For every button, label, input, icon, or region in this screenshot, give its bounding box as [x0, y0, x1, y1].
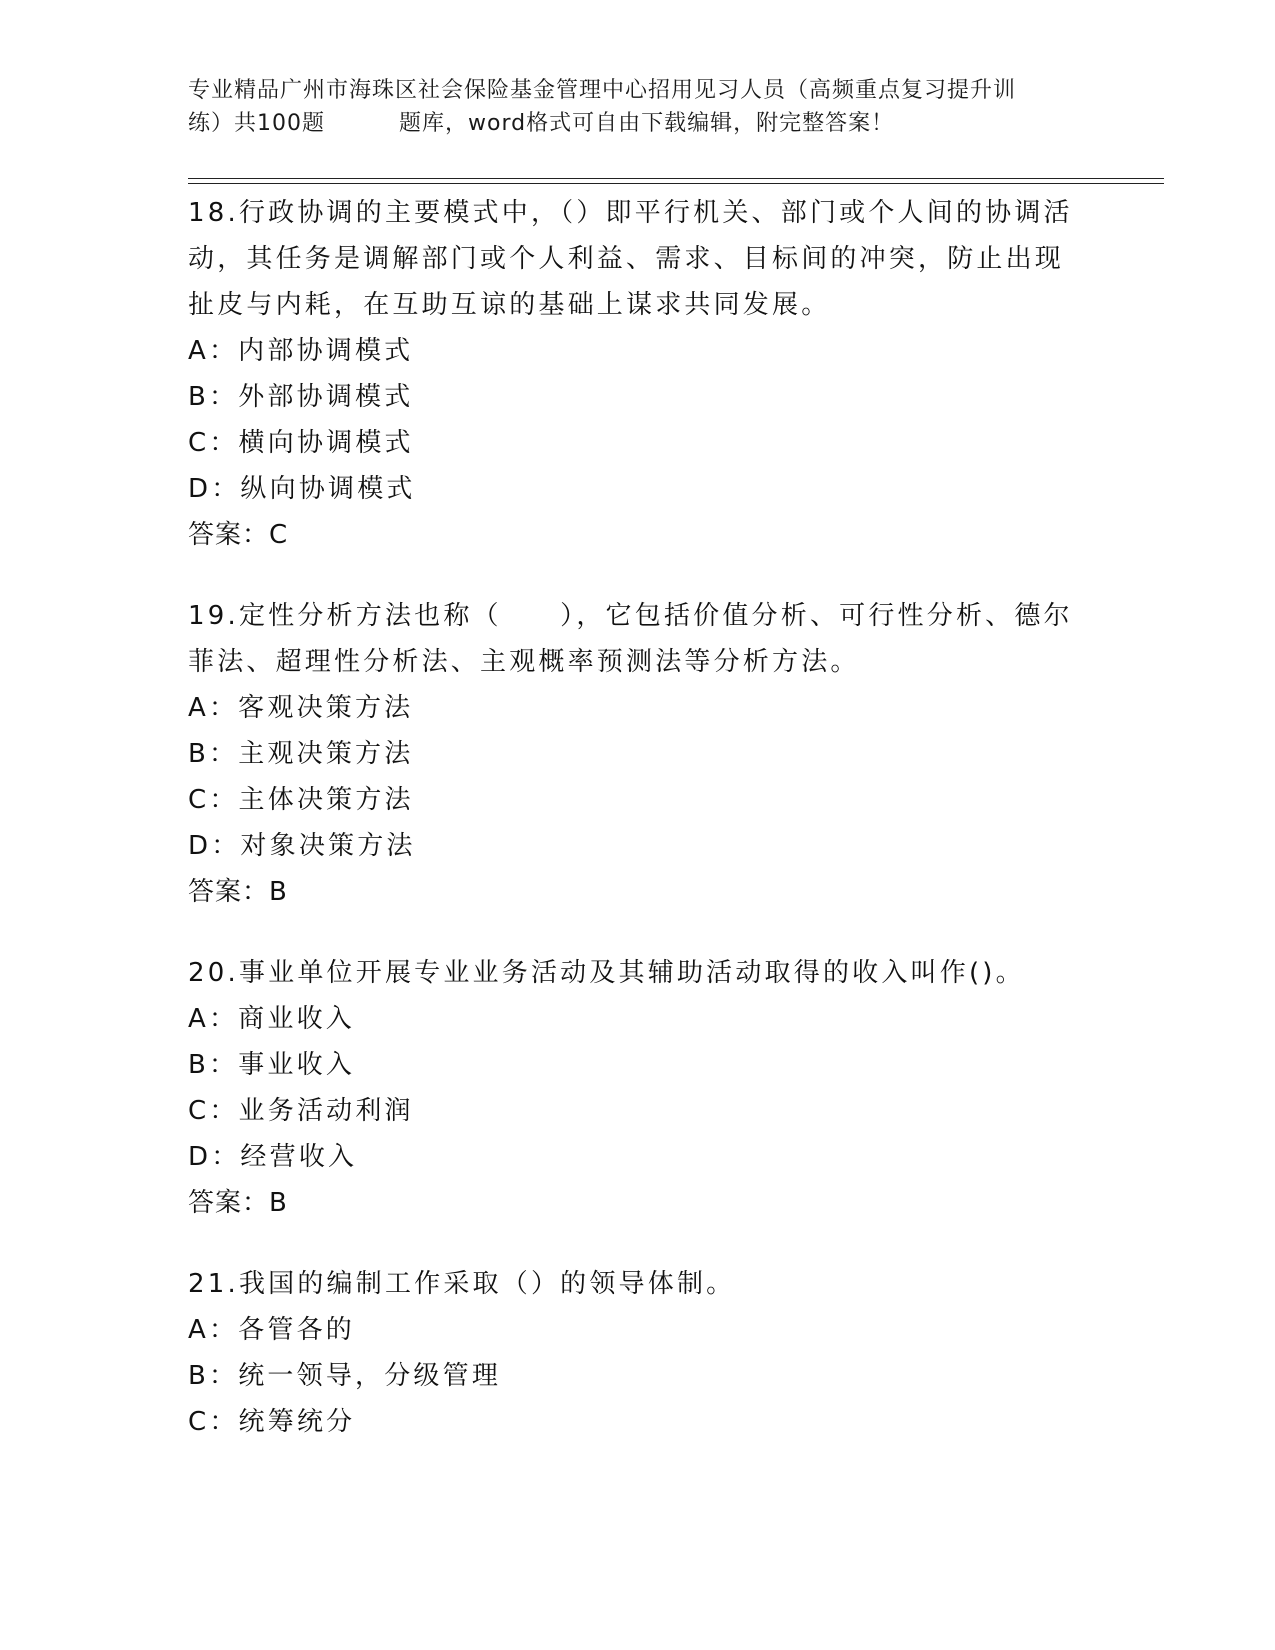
option-c: C：主体决策方法	[188, 785, 414, 815]
header-title-line-1: 专业精品广州市海珠区社会保险基金管理中心招用见习人员（高频重点复习提升训	[188, 78, 1017, 103]
option-d: D：纵向协调模式	[188, 474, 416, 504]
header-title-part-a: 练）共100题	[188, 111, 325, 136]
option-b: B：统一领导，分级管理	[188, 1361, 502, 1391]
question-stem: 20.事业单位开展专业业务活动及其辅助活动取得的收入叫作()。	[188, 958, 1025, 988]
question-21	[188, 1261, 1088, 1445]
answer-line: 答案：B	[188, 1188, 288, 1218]
option-a: A：各管各的	[188, 1315, 355, 1345]
question-19	[188, 593, 1088, 915]
option-a: A：客观决策方法	[188, 693, 414, 723]
question-list	[188, 190, 1088, 1480]
option-a: A：商业收入	[188, 1004, 355, 1034]
document-header	[188, 74, 1088, 140]
answer-line: 答案：B	[188, 877, 288, 907]
option-c: C：统筹统分	[188, 1407, 356, 1437]
answer-line: 答案：C	[188, 520, 289, 550]
question-18	[188, 190, 1088, 558]
header-divider-top	[188, 178, 1164, 179]
option-c: C：横向协调模式	[188, 428, 414, 458]
question-stem: 18.行政协调的主要模式中，（）即平行机关、部门或个人间的协调活动，其任务是调解部门或个人利益、需求、目标间的冲突，防止出现扯皮与内耗，在互助互谅的基础上谋求共同发展。	[188, 198, 1073, 320]
header-divider-bottom	[188, 183, 1164, 184]
option-b: B：主观决策方法	[188, 739, 414, 769]
header-title-line-2	[188, 107, 1088, 140]
option-a: A：内部协调模式	[188, 336, 414, 366]
option-d: D：对象决策方法	[188, 831, 416, 861]
option-c: C：业务活动利润	[188, 1096, 414, 1126]
option-b: B：外部协调模式	[188, 382, 414, 412]
option-d: D：经营收入	[188, 1142, 358, 1172]
question-stem: 21.我国的编制工作采取（）的领导体制。	[188, 1269, 736, 1299]
question-20	[188, 950, 1088, 1226]
option-b: B：事业收入	[188, 1050, 356, 1080]
header-title-part-b: 题库，word格式可自由下载编辑，附完整答案！	[399, 111, 895, 136]
question-stem: 19.定性分析方法也称（ ），它包括价值分析、可行性分析、德尔菲法、超理性分析法、主观概率预测法等分析方法。	[188, 601, 1073, 677]
